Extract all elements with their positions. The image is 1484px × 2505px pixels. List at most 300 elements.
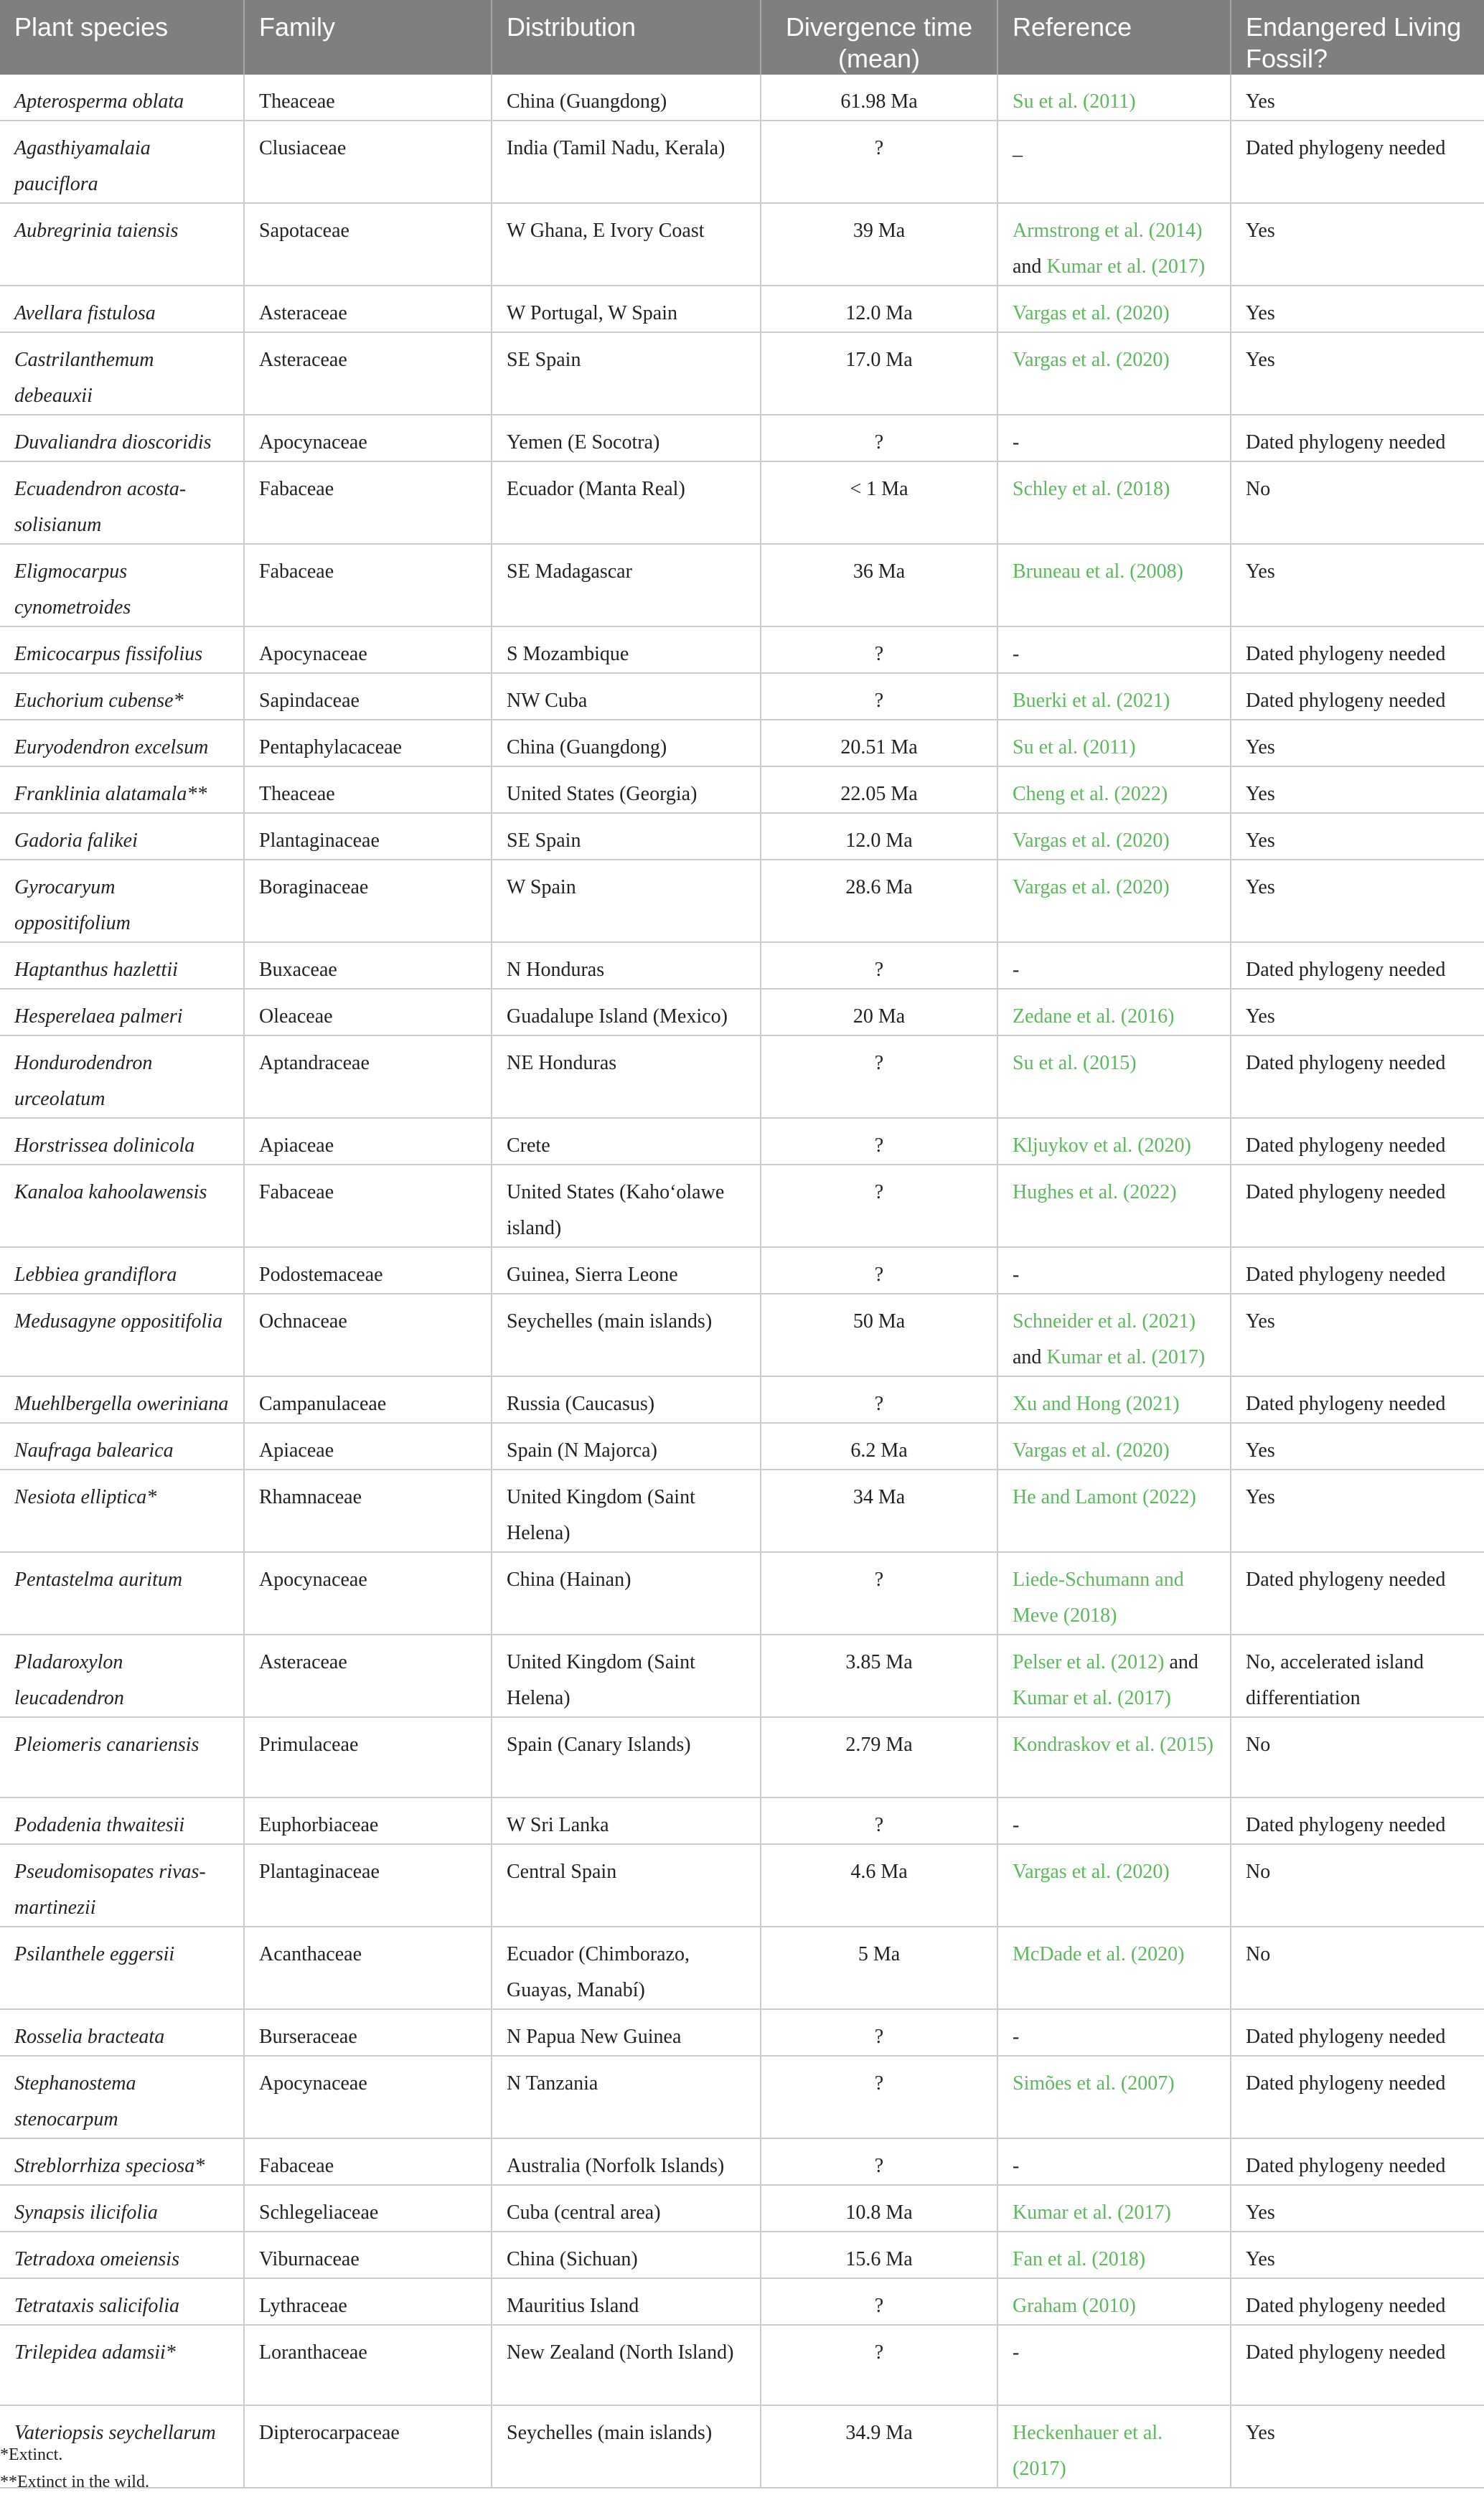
cell-distribution: Yemen (E Socotra) bbox=[492, 415, 761, 461]
reference-text: and bbox=[1164, 1651, 1198, 1673]
table-row bbox=[0, 1927, 1484, 2009]
cell-reference bbox=[997, 1844, 1231, 1927]
cell-endangered-living-fossil: Yes bbox=[1231, 2232, 1484, 2278]
cell-divergence-time: 10.8 Ma bbox=[761, 2185, 997, 2232]
cell-endangered-living-fossil: Dated phylogeny needed bbox=[1231, 626, 1484, 673]
header-reference: Reference bbox=[997, 0, 1231, 75]
cell-reference bbox=[997, 286, 1231, 332]
table-row bbox=[0, 1247, 1484, 1294]
cell-endangered-living-fossil: Yes bbox=[1231, 1294, 1484, 1376]
cell-distribution: United Kingdom (Saint Helena) bbox=[492, 1470, 761, 1552]
reference-link[interactable]: Vargas et al. (2020) bbox=[1013, 829, 1170, 852]
cell-species: Lebbiea grandiflora bbox=[0, 1247, 244, 1294]
table-row bbox=[0, 1552, 1484, 1635]
cell-family: Fabaceae bbox=[244, 2138, 492, 2185]
cell-reference bbox=[997, 2185, 1231, 2232]
cell-divergence-time: 34 Ma bbox=[761, 1470, 997, 1552]
cell-species: Emicocarpus fissifolius bbox=[0, 626, 244, 673]
cell-species: Horstrissea dolinicola bbox=[0, 1118, 244, 1165]
reference-text: and bbox=[1013, 255, 1047, 278]
reference-link[interactable]: McDade et al. (2020) bbox=[1013, 1943, 1185, 1965]
cell-family: Pentaphylacaceae bbox=[244, 720, 492, 766]
cell-species: Pentastelma auritum bbox=[0, 1552, 244, 1635]
cell-family: Euphorbiaceae bbox=[244, 1797, 492, 1844]
cell-species: Franklinia alatamala** bbox=[0, 766, 244, 813]
cell-family: Boraginaceae bbox=[244, 860, 492, 942]
table-row bbox=[0, 75, 1484, 121]
reference-link[interactable]: Simões et al. (2007) bbox=[1013, 2072, 1175, 2095]
cell-endangered-living-fossil: No bbox=[1231, 461, 1484, 544]
cell-distribution: China (Guangdong) bbox=[492, 75, 761, 121]
cell-reference bbox=[997, 415, 1231, 461]
cell-species: Streblorrhiza speciosa* bbox=[0, 2138, 244, 2185]
cell-family: Plantaginaceae bbox=[244, 813, 492, 860]
cell-reference bbox=[997, 860, 1231, 942]
cell-endangered-living-fossil: Yes bbox=[1231, 2185, 1484, 2232]
cell-distribution: SE Spain bbox=[492, 813, 761, 860]
cell-family: Asteraceae bbox=[244, 332, 492, 415]
cell-distribution: Spain (Canary Islands) bbox=[492, 1717, 761, 1797]
reference-link[interactable]: Bruneau et al. (2008) bbox=[1013, 560, 1183, 583]
cell-family: Apiaceae bbox=[244, 1423, 492, 1470]
cell-species: Euchorium cubense* bbox=[0, 673, 244, 720]
cell-divergence-time: ? bbox=[761, 1247, 997, 1294]
cell-reference bbox=[997, 121, 1231, 203]
cell-family: Lythraceae bbox=[244, 2278, 492, 2325]
cell-distribution: W Ghana, E Ivory Coast bbox=[492, 203, 761, 286]
cell-species: Kanaloa kahoolawensis bbox=[0, 1165, 244, 1247]
table-row bbox=[0, 2232, 1484, 2278]
cell-divergence-time: < 1 Ma bbox=[761, 461, 997, 544]
reference-link[interactable]: Su et al. (2015) bbox=[1013, 1052, 1137, 1074]
cell-endangered-living-fossil: No bbox=[1231, 1927, 1484, 2009]
cell-reference bbox=[997, 1376, 1231, 1423]
cell-family: Apocynaceae bbox=[244, 415, 492, 461]
table-row bbox=[0, 2056, 1484, 2138]
cell-species: Haptanthus hazlettii bbox=[0, 942, 244, 989]
table-row bbox=[0, 415, 1484, 461]
cell-divergence-time: ? bbox=[761, 2009, 997, 2056]
cell-endangered-living-fossil: Yes bbox=[1231, 75, 1484, 121]
cell-species: Castrilanthemum debeauxii bbox=[0, 332, 244, 415]
reference-link[interactable]: Graham (2010) bbox=[1013, 2295, 1136, 2317]
cell-reference bbox=[997, 1552, 1231, 1635]
cell-family: Asteraceae bbox=[244, 286, 492, 332]
cell-species: Avellara fistulosa bbox=[0, 286, 244, 332]
table-row bbox=[0, 461, 1484, 544]
cell-species: Muehlbergella oweriniana bbox=[0, 1376, 244, 1423]
cell-endangered-living-fossil: Dated phylogeny needed bbox=[1231, 942, 1484, 989]
cell-reference bbox=[997, 2056, 1231, 2138]
cell-family: Schlegeliaceae bbox=[244, 2185, 492, 2232]
cell-reference bbox=[997, 673, 1231, 720]
reference-link[interactable]: Xu and Hong (2021) bbox=[1013, 1393, 1180, 1415]
cell-endangered-living-fossil: Dated phylogeny needed bbox=[1231, 2009, 1484, 2056]
cell-endangered-living-fossil: No bbox=[1231, 1717, 1484, 1797]
cell-species: Hondurodendron urceolatum bbox=[0, 1035, 244, 1118]
cell-endangered-living-fossil: No, accelerated island differentiation bbox=[1231, 1635, 1484, 1717]
cell-species: Pseudomisopates rivas-martinezii bbox=[0, 1844, 244, 1927]
table-row bbox=[0, 544, 1484, 626]
table-row bbox=[0, 121, 1484, 203]
cell-distribution: S Mozambique bbox=[492, 626, 761, 673]
cell-divergence-time: 12.0 Ma bbox=[761, 813, 997, 860]
cell-reference bbox=[997, 2009, 1231, 2056]
table-row bbox=[0, 1035, 1484, 1118]
cell-distribution: United States (Kaho‘olawe island) bbox=[492, 1165, 761, 1247]
cell-reference bbox=[997, 332, 1231, 415]
table-row bbox=[0, 2405, 1484, 2488]
reference-text: _ bbox=[1013, 137, 1023, 159]
cell-species: Tetradoxa omeiensis bbox=[0, 2232, 244, 2278]
cell-divergence-time: ? bbox=[761, 626, 997, 673]
cell-family: Oleaceae bbox=[244, 989, 492, 1035]
cell-species: Psilanthele eggersii bbox=[0, 1927, 244, 2009]
cell-family: Campanulaceae bbox=[244, 1376, 492, 1423]
cell-divergence-time: ? bbox=[761, 2138, 997, 2185]
table-row bbox=[0, 720, 1484, 766]
cell-species: Hesperelaea palmeri bbox=[0, 989, 244, 1035]
cell-distribution: Guinea, Sierra Leone bbox=[492, 1247, 761, 1294]
table-header bbox=[0, 0, 1484, 75]
reference-link[interactable]: Kumar et al. (2017) bbox=[1013, 2201, 1171, 2224]
table-row bbox=[0, 942, 1484, 989]
cell-distribution: N Tanzania bbox=[492, 2056, 761, 2138]
cell-family: Apocynaceae bbox=[244, 1552, 492, 1635]
cell-species: Tetrataxis salicifolia bbox=[0, 2278, 244, 2325]
cell-family: Plantaginaceae bbox=[244, 1844, 492, 1927]
cell-reference bbox=[997, 1797, 1231, 1844]
cell-endangered-living-fossil: Dated phylogeny needed bbox=[1231, 673, 1484, 720]
reference-text: - bbox=[1013, 643, 1020, 665]
cell-endangered-living-fossil: Yes bbox=[1231, 766, 1484, 813]
reference-link[interactable]: Pelser et al. (2012) bbox=[1013, 1651, 1165, 1673]
header-endangered-living-fossil: Endangered Living Fossil? bbox=[1231, 0, 1484, 75]
cell-endangered-living-fossil: Yes bbox=[1231, 1470, 1484, 1552]
cell-reference bbox=[997, 75, 1231, 121]
cell-family: Buxaceae bbox=[244, 942, 492, 989]
cell-endangered-living-fossil: Yes bbox=[1231, 2405, 1484, 2488]
reference-text: - bbox=[1013, 2155, 1020, 2177]
cell-endangered-living-fossil: Yes bbox=[1231, 860, 1484, 942]
reference-link[interactable]: Su et al. (2011) bbox=[1013, 736, 1136, 758]
reference-link[interactable]: Armstrong et al. (2014) bbox=[1013, 220, 1203, 242]
cell-endangered-living-fossil: Yes bbox=[1231, 989, 1484, 1035]
cell-divergence-time: 20.51 Ma bbox=[761, 720, 997, 766]
cell-distribution: Ecuador (Manta Real) bbox=[492, 461, 761, 544]
reference-link[interactable]: Kumar et al. (2017) bbox=[1046, 255, 1206, 278]
reference-link[interactable]: Su et al. (2011) bbox=[1013, 90, 1136, 113]
cell-divergence-time: ? bbox=[761, 942, 997, 989]
cell-species: Euryodendron excelsum bbox=[0, 720, 244, 766]
reference-link[interactable]: Kumar et al. (2017) bbox=[1046, 1346, 1206, 1368]
cell-endangered-living-fossil: Dated phylogeny needed bbox=[1231, 1035, 1484, 1118]
cell-family: Fabaceae bbox=[244, 461, 492, 544]
cell-endangered-living-fossil: Dated phylogeny needed bbox=[1231, 1118, 1484, 1165]
table-body bbox=[0, 75, 1484, 2488]
cell-endangered-living-fossil: Yes bbox=[1231, 203, 1484, 286]
cell-species: Synapsis ilicifolia bbox=[0, 2185, 244, 2232]
cell-distribution: Seychelles (main islands) bbox=[492, 2405, 761, 2488]
reference-text: - bbox=[1013, 1264, 1020, 1286]
cell-species: Ecuadendron acosta-solisianum bbox=[0, 461, 244, 544]
footnote-extinct: *Extinct. bbox=[0, 2445, 63, 2464]
table-row bbox=[0, 1165, 1484, 1247]
cell-species: Eligmocarpus cynometroides bbox=[0, 544, 244, 626]
cell-distribution: W Portugal, W Spain bbox=[492, 286, 761, 332]
cell-species: Duvaliandra dioscoridis bbox=[0, 415, 244, 461]
cell-divergence-time: ? bbox=[761, 2278, 997, 2325]
cell-reference bbox=[997, 461, 1231, 544]
cell-species: Podadenia thwaitesii bbox=[0, 1797, 244, 1844]
table-row bbox=[0, 1797, 1484, 1844]
cell-distribution: Australia (Norfolk Islands) bbox=[492, 2138, 761, 2185]
cell-distribution: Seychelles (main islands) bbox=[492, 1294, 761, 1376]
table-row bbox=[0, 2325, 1484, 2405]
reference-link[interactable]: Kumar et al. (2017) bbox=[1013, 1687, 1171, 1709]
cell-divergence-time: 17.0 Ma bbox=[761, 332, 997, 415]
cell-reference bbox=[997, 1927, 1231, 2009]
cell-divergence-time: 50 Ma bbox=[761, 1294, 997, 1376]
cell-endangered-living-fossil: Dated phylogeny needed bbox=[1231, 415, 1484, 461]
cell-species: Nesiota elliptica* bbox=[0, 1470, 244, 1552]
cell-family: Ochnaceae bbox=[244, 1294, 492, 1376]
cell-species: Pladaroxylon leucadendron bbox=[0, 1635, 244, 1717]
cell-reference bbox=[997, 1423, 1231, 1470]
cell-reference bbox=[997, 2278, 1231, 2325]
cell-distribution: China (Sichuan) bbox=[492, 2232, 761, 2278]
cell-divergence-time: ? bbox=[761, 1376, 997, 1423]
table-row bbox=[0, 860, 1484, 942]
cell-species: Medusagyne oppositifolia bbox=[0, 1294, 244, 1376]
cell-divergence-time: 61.98 Ma bbox=[761, 75, 997, 121]
cell-distribution: NE Honduras bbox=[492, 1035, 761, 1118]
cell-distribution: N Papua New Guinea bbox=[492, 2009, 761, 2056]
cell-divergence-time: ? bbox=[761, 1797, 997, 1844]
reference-link[interactable]: Vargas et al. (2020) bbox=[1013, 876, 1170, 898]
reference-text: - bbox=[1013, 1814, 1020, 1836]
cell-endangered-living-fossil: Dated phylogeny needed bbox=[1231, 1797, 1484, 1844]
table-row bbox=[0, 1470, 1484, 1552]
cell-divergence-time: ? bbox=[761, 673, 997, 720]
reference-link[interactable]: Schley et al. (2018) bbox=[1013, 478, 1170, 500]
cell-endangered-living-fossil: Yes bbox=[1231, 544, 1484, 626]
cell-endangered-living-fossil: Yes bbox=[1231, 720, 1484, 766]
cell-distribution: United States (Georgia) bbox=[492, 766, 761, 813]
cell-reference bbox=[997, 1035, 1231, 1118]
cell-family: Burseraceae bbox=[244, 2009, 492, 2056]
cell-family: Theaceae bbox=[244, 75, 492, 121]
cell-endangered-living-fossil: Dated phylogeny needed bbox=[1231, 1376, 1484, 1423]
cell-family: Acanthaceae bbox=[244, 1927, 492, 2009]
table-row bbox=[0, 2185, 1484, 2232]
cell-species: Pleiomeris canariensis bbox=[0, 1717, 244, 1797]
reference-link[interactable]: Vargas et al. (2020) bbox=[1013, 1439, 1170, 1462]
cell-distribution: China (Hainan) bbox=[492, 1552, 761, 1635]
cell-reference bbox=[997, 1165, 1231, 1247]
cell-family: Apocynaceae bbox=[244, 626, 492, 673]
cell-endangered-living-fossil: Dated phylogeny needed bbox=[1231, 2138, 1484, 2185]
cell-endangered-living-fossil: Yes bbox=[1231, 1423, 1484, 1470]
cell-reference bbox=[997, 766, 1231, 813]
header-row bbox=[0, 0, 1484, 75]
table-row bbox=[0, 766, 1484, 813]
cell-divergence-time: ? bbox=[761, 1118, 997, 1165]
cell-family: Sapotaceae bbox=[244, 203, 492, 286]
cell-distribution: W Spain bbox=[492, 860, 761, 942]
cell-endangered-living-fossil: Dated phylogeny needed bbox=[1231, 121, 1484, 203]
cell-divergence-time: ? bbox=[761, 2056, 997, 2138]
reference-text: - bbox=[1013, 959, 1020, 981]
table-row bbox=[0, 1376, 1484, 1423]
table-row bbox=[0, 989, 1484, 1035]
cell-species: Vateriopsis seychellarum bbox=[0, 2405, 244, 2488]
reference-link[interactable]: Fan et al. (2018) bbox=[1013, 2248, 1146, 2270]
cell-species: Trilepidea adamsii* bbox=[0, 2325, 244, 2405]
cell-family: Fabaceae bbox=[244, 1165, 492, 1247]
reference-link[interactable]: Schneider et al. (2021) bbox=[1013, 1310, 1196, 1333]
cell-reference bbox=[997, 942, 1231, 989]
cell-distribution: SE Madagascar bbox=[492, 544, 761, 626]
cell-family: Theaceae bbox=[244, 766, 492, 813]
table-row bbox=[0, 1294, 1484, 1376]
cell-species: Gyrocaryum oppositifolium bbox=[0, 860, 244, 942]
cell-species: Agasthiyamalaia pauciflora bbox=[0, 121, 244, 203]
cell-divergence-time: ? bbox=[761, 1552, 997, 1635]
cell-reference bbox=[997, 989, 1231, 1035]
cell-species: Aubregrinia taiensis bbox=[0, 203, 244, 286]
cell-family: Aptandraceae bbox=[244, 1035, 492, 1118]
cell-family: Dipterocarpaceae bbox=[244, 2405, 492, 2488]
cell-distribution: Russia (Caucasus) bbox=[492, 1376, 761, 1423]
table-row bbox=[0, 2138, 1484, 2185]
reference-link[interactable]: Vargas et al. (2020) bbox=[1013, 302, 1170, 324]
table-row bbox=[0, 1717, 1484, 1797]
cell-divergence-time: ? bbox=[761, 121, 997, 203]
table-row bbox=[0, 1118, 1484, 1165]
cell-species: Rosselia bracteata bbox=[0, 2009, 244, 2056]
cell-endangered-living-fossil: No bbox=[1231, 1844, 1484, 1927]
cell-reference bbox=[997, 813, 1231, 860]
cell-endangered-living-fossil: Dated phylogeny needed bbox=[1231, 2325, 1484, 2405]
cell-family: Podostemaceae bbox=[244, 1247, 492, 1294]
cell-divergence-time: ? bbox=[761, 1035, 997, 1118]
cell-divergence-time: 15.6 Ma bbox=[761, 2232, 997, 2278]
cell-distribution: Guadalupe Island (Mexico) bbox=[492, 989, 761, 1035]
cell-family: Apocynaceae bbox=[244, 2056, 492, 2138]
cell-distribution: SE Spain bbox=[492, 332, 761, 415]
cell-family: Asteraceae bbox=[244, 1635, 492, 1717]
cell-species: Gadoria falikei bbox=[0, 813, 244, 860]
reference-link[interactable]: Zedane et al. (2016) bbox=[1013, 1005, 1175, 1028]
cell-reference bbox=[997, 2325, 1231, 2405]
cell-family: Loranthaceae bbox=[244, 2325, 492, 2405]
table-row bbox=[0, 332, 1484, 415]
cell-reference bbox=[997, 720, 1231, 766]
reference-link[interactable]: Liede-Schumann and Meve (2018) bbox=[1013, 1569, 1184, 1627]
cell-endangered-living-fossil: Yes bbox=[1231, 332, 1484, 415]
table-row bbox=[0, 813, 1484, 860]
cell-distribution: Spain (N Majorca) bbox=[492, 1423, 761, 1470]
cell-family: Primulaceae bbox=[244, 1717, 492, 1797]
cell-distribution: Mauritius Island bbox=[492, 2278, 761, 2325]
cell-divergence-time: 4.6 Ma bbox=[761, 1844, 997, 1927]
footnotes bbox=[0, 2441, 149, 2496]
cell-family: Rhamnaceae bbox=[244, 1470, 492, 1552]
cell-endangered-living-fossil: Dated phylogeny needed bbox=[1231, 1247, 1484, 1294]
reference-link[interactable]: Heckenhauer et al. (2017) bbox=[1013, 2422, 1163, 2480]
table-row bbox=[0, 1635, 1484, 1717]
header-family: Family bbox=[244, 0, 492, 75]
cell-reference bbox=[997, 2405, 1231, 2488]
cell-endangered-living-fossil: Dated phylogeny needed bbox=[1231, 1165, 1484, 1247]
cell-distribution: New Zealand (North Island) bbox=[492, 2325, 761, 2405]
cell-species: Stephanostema stenocarpum bbox=[0, 2056, 244, 2138]
table-row bbox=[0, 2009, 1484, 2056]
reference-link[interactable]: Cheng et al. (2022) bbox=[1013, 783, 1168, 805]
cell-distribution: NW Cuba bbox=[492, 673, 761, 720]
cell-divergence-time: 22.05 Ma bbox=[761, 766, 997, 813]
reference-link[interactable]: Kondraskov et al. (2015) bbox=[1013, 1734, 1213, 1756]
cell-endangered-living-fossil: Yes bbox=[1231, 813, 1484, 860]
reference-link[interactable]: He and Lamont (2022) bbox=[1013, 1486, 1196, 1508]
header-plant-species: Plant species bbox=[0, 0, 244, 75]
reference-text: and bbox=[1013, 1346, 1047, 1368]
cell-divergence-time: 12.0 Ma bbox=[761, 286, 997, 332]
cell-divergence-time: 6.2 Ma bbox=[761, 1423, 997, 1470]
cell-species: Apterosperma oblata bbox=[0, 75, 244, 121]
cell-divergence-time: 2.79 Ma bbox=[761, 1717, 997, 1797]
cell-divergence-time: 5 Ma bbox=[761, 1927, 997, 2009]
cell-reference bbox=[997, 626, 1231, 673]
cell-reference bbox=[997, 544, 1231, 626]
reference-link[interactable]: Vargas et al. (2020) bbox=[1013, 349, 1170, 371]
table-row bbox=[0, 1844, 1484, 1927]
cell-distribution: India (Tamil Nadu, Kerala) bbox=[492, 121, 761, 203]
cell-reference bbox=[997, 1118, 1231, 1165]
cell-distribution: N Honduras bbox=[492, 942, 761, 989]
cell-endangered-living-fossil: Dated phylogeny needed bbox=[1231, 1552, 1484, 1635]
reference-text: - bbox=[1013, 431, 1020, 453]
table-row bbox=[0, 286, 1484, 332]
reference-link[interactable]: Kljuykov et al. (2020) bbox=[1013, 1134, 1191, 1157]
table-row bbox=[0, 2278, 1484, 2325]
cell-divergence-time: 28.6 Ma bbox=[761, 860, 997, 942]
cell-divergence-time: 20 Ma bbox=[761, 989, 997, 1035]
reference-link[interactable]: Buerki et al. (2021) bbox=[1013, 690, 1170, 712]
table-row bbox=[0, 673, 1484, 720]
table-row bbox=[0, 626, 1484, 673]
cell-reference bbox=[997, 1635, 1231, 1717]
cell-divergence-time: ? bbox=[761, 2325, 997, 2405]
cell-divergence-time: 36 Ma bbox=[761, 544, 997, 626]
cell-family: Sapindaceae bbox=[244, 673, 492, 720]
cell-reference bbox=[997, 2138, 1231, 2185]
cell-reference bbox=[997, 1717, 1231, 1797]
cell-reference bbox=[997, 203, 1231, 286]
cell-divergence-time: 34.9 Ma bbox=[761, 2405, 997, 2488]
footnote-extinct-in-wild: **Extinct in the wild. bbox=[0, 2473, 149, 2491]
cell-distribution: W Sri Lanka bbox=[492, 1797, 761, 1844]
reference-link[interactable]: Hughes et al. (2022) bbox=[1013, 1181, 1177, 1203]
cell-distribution: United Kingdom (Saint Helena) bbox=[492, 1635, 761, 1717]
cell-divergence-time: 3.85 Ma bbox=[761, 1635, 997, 1717]
cell-species: Naufraga balearica bbox=[0, 1423, 244, 1470]
cell-reference bbox=[997, 2232, 1231, 2278]
cell-endangered-living-fossil: Yes bbox=[1231, 286, 1484, 332]
reference-link[interactable]: Vargas et al. (2020) bbox=[1013, 1861, 1170, 1883]
cell-family: Fabaceae bbox=[244, 544, 492, 626]
